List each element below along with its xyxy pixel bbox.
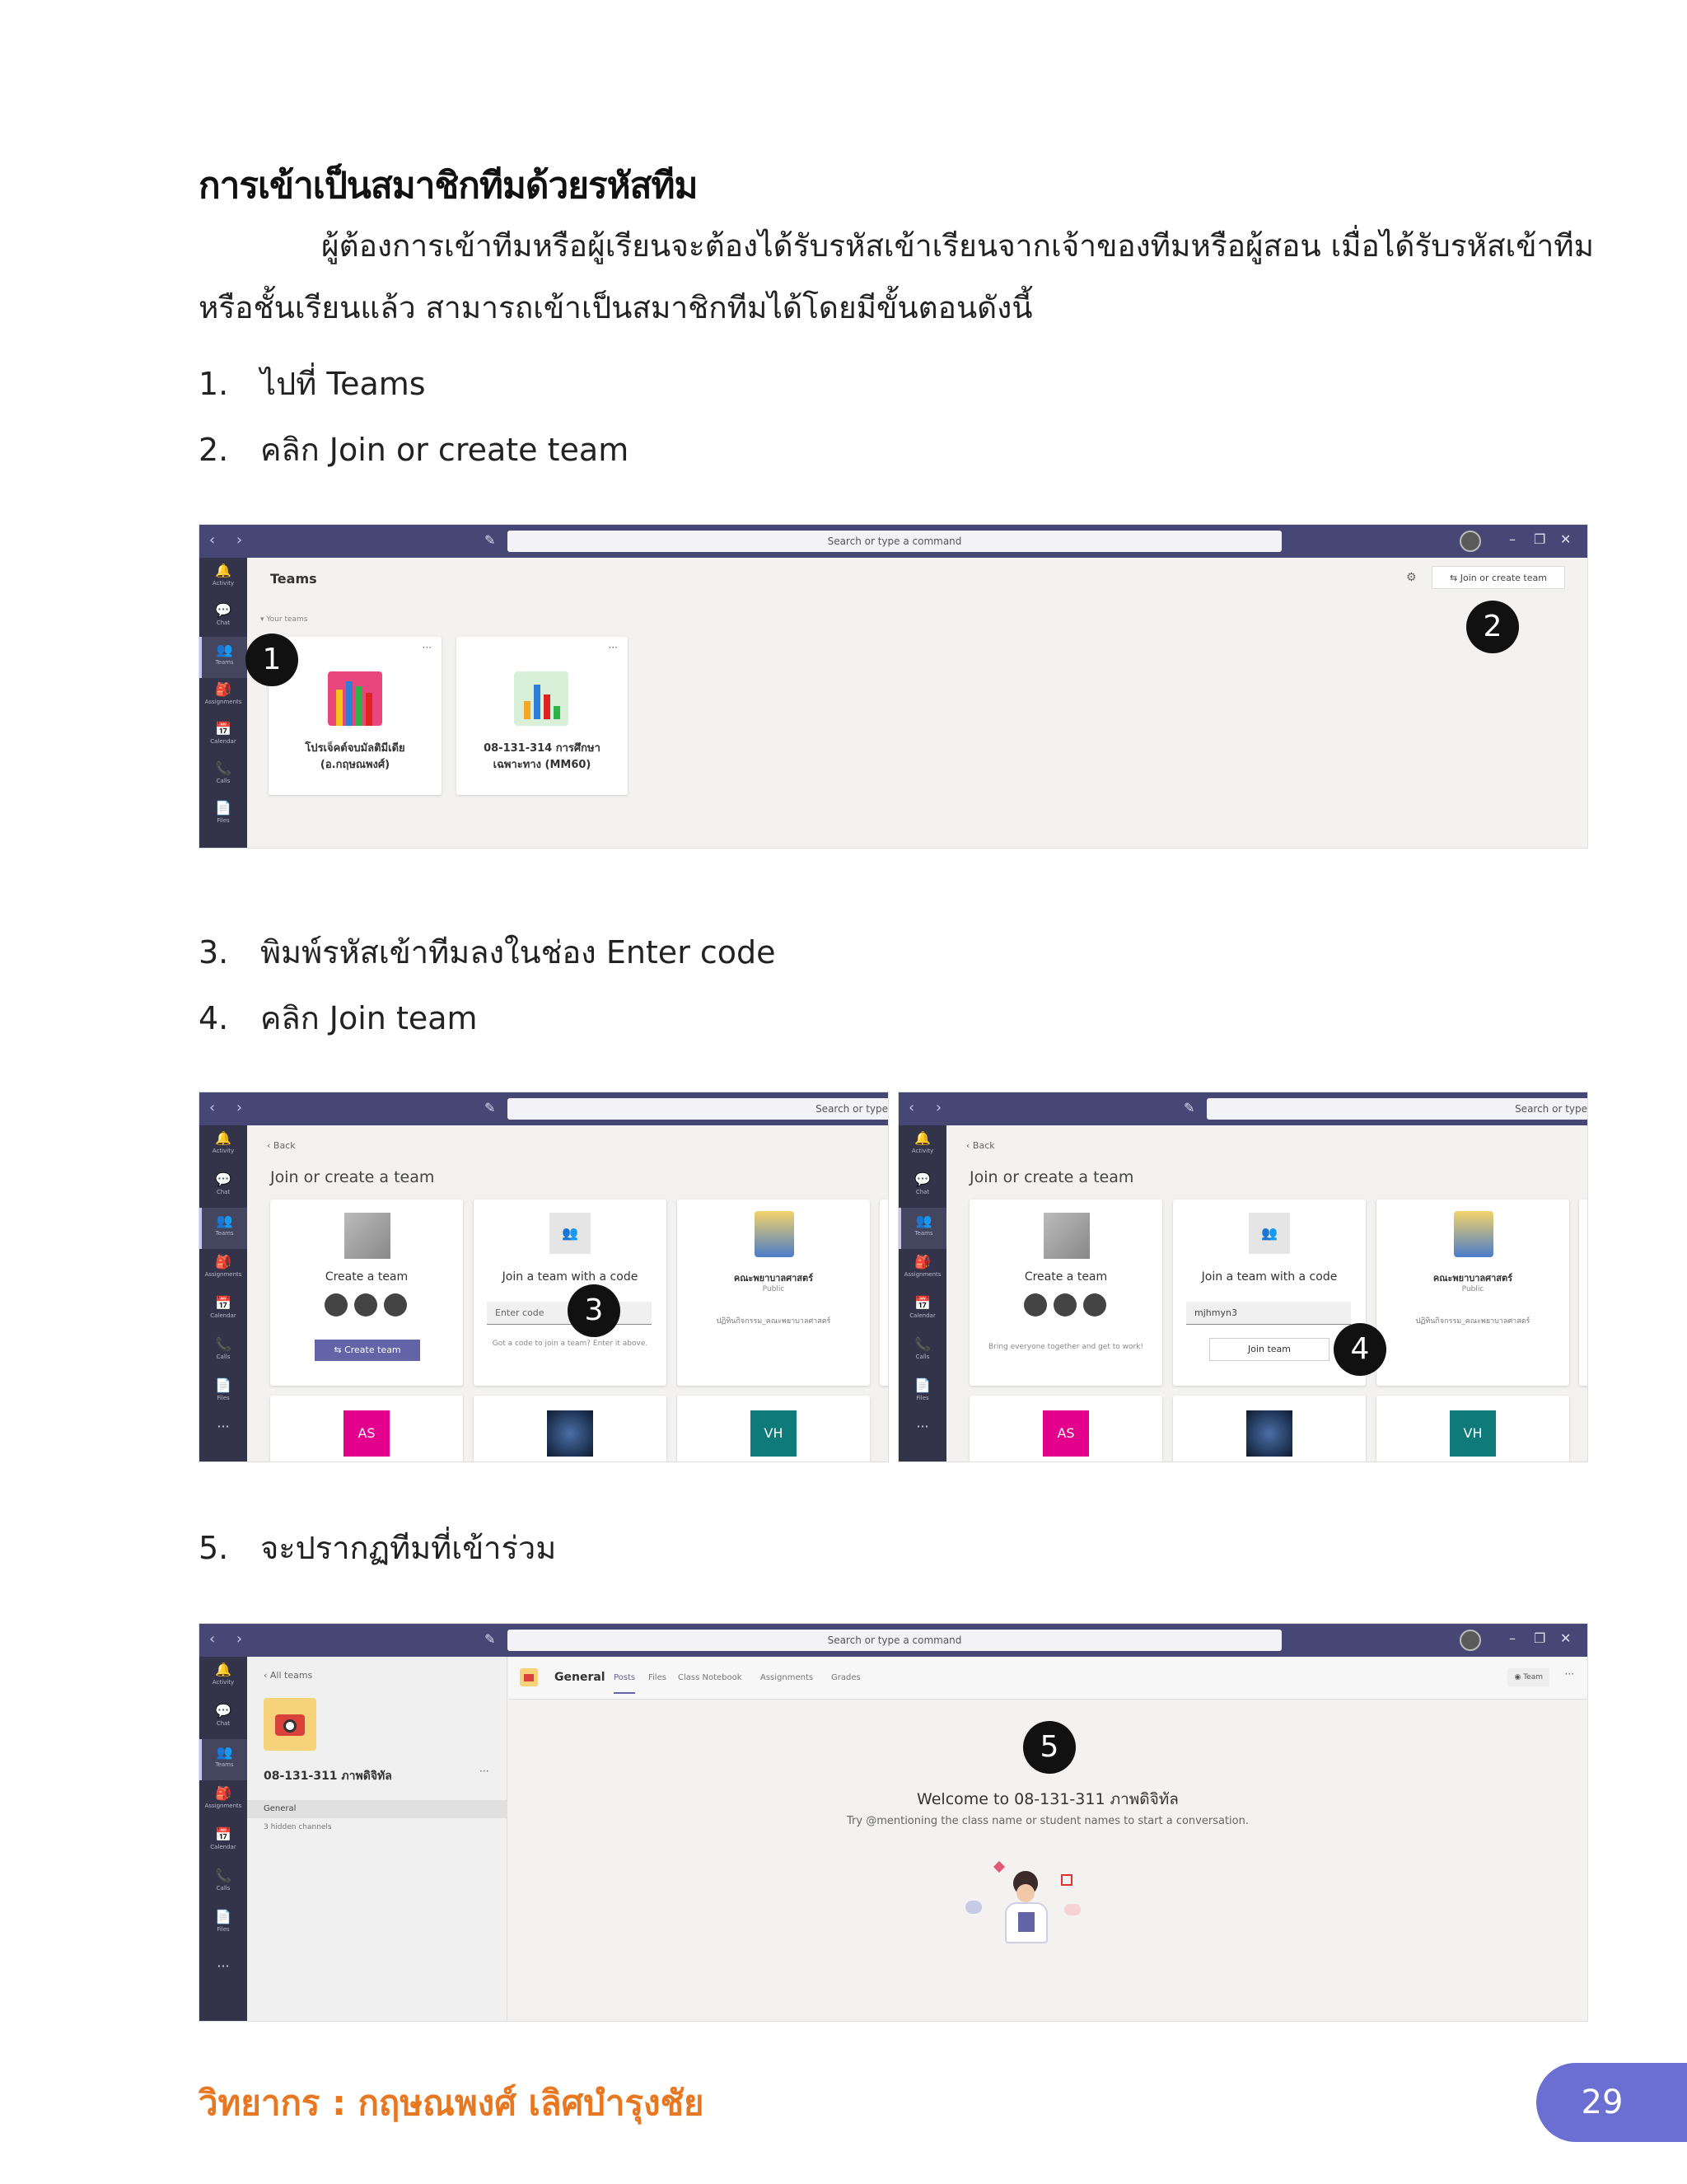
step-5: 5. จะปรากฏทีมที่เข้าร่วม xyxy=(199,1530,557,1566)
assignment-icon: 🎒 xyxy=(215,681,231,697)
search-input[interactable]: Search or type xyxy=(507,1098,889,1120)
search-input[interactable]: Search or type a command xyxy=(507,531,1282,552)
title-bar xyxy=(899,1092,1587,1125)
step-3: 3. พิมพ์รหัสเข้าทีมลงในช่อง Enter code xyxy=(199,934,776,970)
channel-sidebar xyxy=(247,1657,507,2021)
tab-assignments[interactable]: Assignments xyxy=(760,1673,814,1682)
teams-icon: 👥 xyxy=(216,642,233,657)
chat-icon: 💬 xyxy=(215,1172,231,1187)
chat-icon: 💬 xyxy=(215,602,231,618)
bell-icon: 🔔 xyxy=(215,563,231,578)
team-tile-vh[interactable]: VH xyxy=(1376,1396,1569,1462)
faculty-team-card[interactable]: คณะพยาบาลศาสตร์ Public ปฏิทินกิจกรรม_คณะพยาบาลศาสตร์ xyxy=(1376,1200,1569,1386)
compose-icon[interactable]: ✎ xyxy=(484,1631,496,1647)
eye-icon: ◉ xyxy=(1514,1673,1524,1681)
gear-icon[interactable]: ⚙ xyxy=(1406,571,1417,584)
team-button[interactable]: ◉ Team xyxy=(1507,1668,1549,1686)
people-dots-icon xyxy=(1024,1293,1110,1316)
back-link[interactable]: ‹ Back xyxy=(267,1140,296,1151)
camera-team-icon xyxy=(264,1698,316,1751)
channel-general[interactable]: General xyxy=(247,1800,507,1818)
rail-more[interactable] xyxy=(199,1414,247,1455)
create-team-icon xyxy=(1044,1213,1090,1259)
screenshot-team-joined xyxy=(199,1623,1588,2022)
create-icon: ⇆ xyxy=(334,1345,345,1355)
callout-badge-3: 3 xyxy=(568,1284,620,1337)
page-number: 29 xyxy=(1536,2063,1687,2142)
calendar-icon: 📅 xyxy=(215,1295,231,1311)
tab-posts[interactable]: Posts xyxy=(614,1673,635,1694)
create-team-card[interactable]: Create a team ⇆ Create team xyxy=(270,1200,463,1386)
channel-title: General xyxy=(554,1671,605,1684)
bell-icon: 🔔 xyxy=(215,1662,231,1677)
people-dots-icon xyxy=(325,1293,410,1316)
bell-icon: 🔔 xyxy=(215,1130,231,1146)
rail-files[interactable]: 📄 Files xyxy=(199,795,247,836)
callout-badge-2: 2 xyxy=(1466,601,1519,653)
step-2: 2. คลิก Join or create team xyxy=(199,432,629,468)
rail-assignments[interactable]: 🎒 Assignments xyxy=(199,1780,247,1822)
callout-badge-1: 1 xyxy=(245,634,298,686)
more-icon[interactable]: ··· xyxy=(479,1765,489,1777)
compose-icon[interactable]: ✎ xyxy=(484,532,496,548)
file-icon: 📄 xyxy=(215,1909,231,1924)
team-tile-avatar[interactable] xyxy=(1173,1396,1366,1462)
title-bar xyxy=(199,1092,888,1125)
rail-activity[interactable]: 🔔 Activity xyxy=(199,1657,247,1698)
join-icon: ⇆ xyxy=(1450,573,1460,583)
app-rail xyxy=(899,1125,946,1461)
partial-card xyxy=(1579,1200,1588,1386)
compose-icon[interactable]: ✎ xyxy=(1184,1100,1195,1115)
rail-chat[interactable]: 💬 Chat xyxy=(899,1167,946,1208)
more-icon: ··· xyxy=(217,1419,230,1434)
join-code-card[interactable]: 👥 Join a team with a code mjhmyn3 Join team xyxy=(1173,1200,1366,1386)
app-rail xyxy=(199,1125,247,1461)
team-tile-vh[interactable]: VH xyxy=(677,1396,870,1462)
team-tile-as[interactable]: AS xyxy=(970,1396,1162,1462)
rail-chat[interactable]: 💬 Chat xyxy=(199,1698,247,1739)
restore-icon[interactable]: ❐ xyxy=(1534,1630,1546,1646)
file-icon: 📄 xyxy=(215,1377,231,1393)
intro-line-1: ผู้ต้องการเข้าทีมหรือผู้เรียนจะต้องได้รับรหัสเข้าเรียนจากเจ้าของทีมหรือผู้สอน เมื่อได้รับรหัสเข้าทีม xyxy=(321,228,1595,264)
more-icon: ··· xyxy=(217,1958,230,1974)
phone-icon: 📞 xyxy=(914,1336,931,1352)
screenshot-join-team xyxy=(898,1092,1588,1462)
join-or-create-team-button[interactable]: ⇆ Join or create team xyxy=(1432,566,1565,589)
rail-teams[interactable]: 👥 Teams xyxy=(199,1739,247,1780)
rail-calendar[interactable]: 📅 Calendar xyxy=(199,716,247,757)
rail-calls[interactable]: 📞 Calls xyxy=(199,1863,247,1904)
back-link[interactable]: ‹ Back xyxy=(966,1140,995,1151)
assignment-icon: 🎒 xyxy=(914,1254,931,1270)
tab-files[interactable]: Files xyxy=(648,1673,666,1682)
rail-calls[interactable]: 📞 Calls xyxy=(199,755,247,797)
team-avatar-icon xyxy=(520,1668,538,1686)
close-icon[interactable]: ✕ xyxy=(1560,531,1572,547)
team-card-1[interactable]: ··· โปรเจ็คต์จบมัลติมีเดีย (อ.กฤษณพงศ์) xyxy=(269,637,442,795)
step-1: 1. ไปที่ Teams xyxy=(199,366,426,402)
rail-teams[interactable]: 👥 Teams xyxy=(199,1208,247,1249)
callout-badge-5: 5 xyxy=(1023,1721,1076,1774)
teams-icon: 👥 xyxy=(216,1213,233,1228)
rail-files[interactable]: 📄 Files xyxy=(899,1373,946,1414)
page-title: Teams xyxy=(270,571,317,587)
partial-card xyxy=(880,1200,889,1386)
rail-files[interactable]: 📄 Files xyxy=(199,1373,247,1414)
more-icon: ··· xyxy=(916,1419,929,1434)
crest-icon xyxy=(755,1211,794,1257)
teams-icon: 👥 xyxy=(915,1213,932,1228)
rail-assignments[interactable]: 🎒 Assignments xyxy=(199,676,247,718)
rail-activity[interactable]: 🔔 Activity xyxy=(199,558,247,599)
rail-activity[interactable]: 🔔 Activity xyxy=(899,1125,946,1167)
pencils-icon xyxy=(328,671,382,726)
minimize-icon[interactable]: – xyxy=(1509,531,1516,547)
avatar[interactable] xyxy=(1460,531,1481,552)
rail-calls[interactable]: 📞 Calls xyxy=(199,1331,247,1373)
your-teams-label: ▾ Your teams xyxy=(260,615,308,624)
title-bar xyxy=(199,525,1587,558)
app-rail xyxy=(199,1657,247,2021)
calendar-icon: 📅 xyxy=(914,1295,931,1311)
rail-more[interactable] xyxy=(899,1414,946,1455)
rail-teams[interactable]: 👥 Teams xyxy=(899,1208,946,1249)
robot-avatar-icon xyxy=(547,1410,593,1457)
channel-header xyxy=(508,1657,1587,1700)
rail-calendar[interactable]: 📅 Calendar xyxy=(899,1290,946,1331)
screenshot-enter-code xyxy=(199,1092,889,1462)
rail-calls[interactable]: 📞 Calls xyxy=(899,1331,946,1373)
callout-badge-4: 4 xyxy=(1334,1323,1386,1376)
chevron-left-icon: ‹ xyxy=(264,1670,270,1681)
close-icon[interactable]: ✕ xyxy=(1560,1630,1572,1646)
join-code-card[interactable]: 👥 Join a team with a code Enter code Got a code to join a team? Enter it above. xyxy=(474,1200,666,1386)
enter-code-input[interactable]: Enter code xyxy=(487,1302,652,1325)
rail-files[interactable]: 📄 Files xyxy=(199,1904,247,1945)
phone-icon: 📞 xyxy=(215,1336,231,1352)
team-tile-as[interactable]: AS xyxy=(270,1396,463,1462)
team-tile-avatar[interactable] xyxy=(474,1396,666,1462)
chevron-left-icon: ‹ xyxy=(267,1140,273,1151)
enter-code-input[interactable]: mjhmyn3 xyxy=(1186,1302,1351,1325)
join-team-icon: 👥 xyxy=(549,1213,591,1254)
footer-author: วิทยากร : กฤษณพงศ์ เลิศบำรุงชัย xyxy=(199,2083,704,2123)
join-team-icon: 👥 xyxy=(1249,1213,1290,1254)
welcome-subtitle: Try @mentioning the class name or student names to start a conversation. xyxy=(847,1815,1249,1827)
team-name: 08-131-311 ภาพดิจิทัล xyxy=(264,1770,392,1783)
faculty-team-card[interactable]: คณะพยาบาลศาสตร์ Public ปฏิทินกิจกรรม_คณะพยาบาลศาสตร์ xyxy=(677,1200,870,1386)
minimize-icon[interactable]: – xyxy=(1509,1630,1516,1646)
create-team-card[interactable]: Create a team Bring everyone together and get to work! xyxy=(970,1200,1162,1386)
nav-arrows-icon[interactable]: ‹ › xyxy=(209,1630,251,1648)
phone-icon: 📞 xyxy=(215,1868,231,1883)
page-title: Join or create a team xyxy=(270,1168,435,1186)
tab-class-notebook[interactable]: Class Notebook xyxy=(678,1673,742,1682)
calendar-icon: 📅 xyxy=(215,1826,231,1842)
team-card-2[interactable]: ··· 08-131-314 การศึกษา เฉพาะทาง (MM60) xyxy=(456,637,628,795)
create-team-button[interactable]: ⇆ Create team xyxy=(315,1340,420,1361)
phone-icon: 📞 xyxy=(215,760,231,776)
all-teams-link[interactable]: ‹ All teams xyxy=(264,1670,313,1681)
join-team-button[interactable]: Join team xyxy=(1209,1338,1330,1361)
avatar[interactable] xyxy=(1460,1630,1481,1651)
calendar-icon: 📅 xyxy=(215,721,231,737)
search-input[interactable]: Search or type a command xyxy=(507,1630,1282,1651)
title-bar xyxy=(199,1624,1587,1657)
nav-arrows-icon[interactable]: ‹ › xyxy=(209,1099,251,1116)
hidden-channels-link[interactable]: 3 hidden channels xyxy=(264,1823,332,1831)
nav-arrows-icon[interactable]: ‹ › xyxy=(909,1099,951,1116)
compose-icon[interactable]: ✎ xyxy=(484,1100,496,1115)
robot-avatar-icon xyxy=(1246,1410,1292,1457)
restore-icon[interactable]: ❐ xyxy=(1534,531,1546,547)
rail-more[interactable] xyxy=(199,1953,247,1995)
more-icon[interactable]: ··· xyxy=(422,642,432,653)
rail-chat[interactable]: 💬 Chat xyxy=(199,597,247,638)
create-team-icon xyxy=(344,1213,390,1259)
assignment-icon: 🎒 xyxy=(215,1254,231,1270)
bell-icon: 🔔 xyxy=(914,1130,931,1146)
step-4: 4. คลิก Join team xyxy=(199,1000,478,1036)
file-icon: 📄 xyxy=(914,1377,931,1393)
rail-assignments[interactable]: 🎒 Assignments xyxy=(199,1249,247,1290)
rail-activity[interactable]: 🔔 Activity xyxy=(199,1125,247,1167)
rail-teams[interactable]: 👥 Teams xyxy=(199,637,247,678)
assignment-icon: 🎒 xyxy=(215,1785,231,1801)
chat-icon: 💬 xyxy=(215,1703,231,1719)
chat-icon: 💬 xyxy=(914,1172,931,1187)
bar-chart-icon xyxy=(514,671,568,726)
teams-icon: 👥 xyxy=(216,1744,233,1760)
file-icon: 📄 xyxy=(215,800,231,816)
screenshot-teams-list xyxy=(199,524,1588,849)
welcome-title: Welcome to 08-131-311 ภาพดิจิทัล xyxy=(917,1790,1179,1808)
rail-assignments[interactable]: 🎒 Assignments xyxy=(899,1249,946,1290)
welcome-illustration-icon xyxy=(965,1863,1097,1962)
intro-line-2: หรือชั้นเรียนแล้ว สามารถเข้าเป็นสมาชิกทีมได้โดยมีขั้นตอนดังนี้ xyxy=(199,290,1033,325)
rail-chat[interactable]: 💬 Chat xyxy=(199,1167,247,1208)
section-heading: การเข้าเป็นสมาชิกทีมด้วยรหัสทีม xyxy=(199,165,698,207)
chevron-left-icon: ‹ xyxy=(966,1140,973,1151)
more-icon[interactable]: ··· xyxy=(1564,1668,1574,1680)
app-rail xyxy=(199,558,247,848)
search-input[interactable]: Search or type xyxy=(1207,1098,1588,1120)
tab-grades[interactable]: Grades xyxy=(831,1673,861,1682)
more-icon[interactable]: ··· xyxy=(608,642,618,653)
page-title: Join or create a team xyxy=(970,1168,1134,1186)
nav-arrows-icon[interactable]: ‹ › xyxy=(209,531,251,549)
crest-icon xyxy=(1454,1211,1493,1257)
rail-calendar[interactable]: 📅 Calendar xyxy=(199,1290,247,1331)
rail-calendar[interactable]: 📅 Calendar xyxy=(199,1822,247,1863)
